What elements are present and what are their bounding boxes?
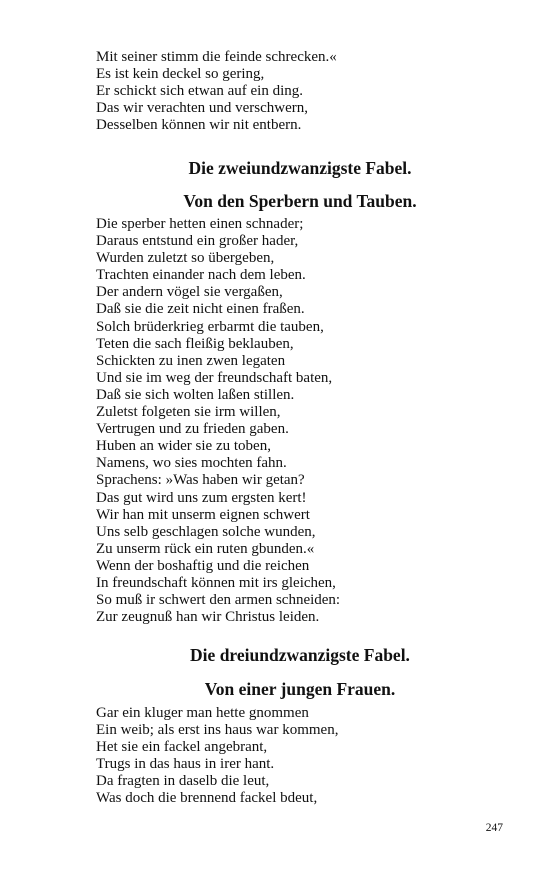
verse-line: Het sie ein fackel angebrant,	[96, 739, 268, 756]
verse-line: Zu unserm rück ein ruten gbunden.«	[96, 540, 315, 557]
verse-line: Da fragten in daselb die leut,	[96, 773, 270, 790]
opening-verse	[96, 49, 496, 134]
verse-line: Es ist kein deckel so gering,	[96, 66, 265, 83]
verse-line: Uns selb geschlagen solche wunden,	[96, 523, 316, 540]
fable-22-subtitle: Von den Sperbern und Tauben.	[183, 191, 417, 211]
verse-line: Mit seiner stimm die feinde schrecken.«	[96, 49, 337, 65]
fable-22-verse	[96, 216, 496, 626]
verse-line: Sprachens: »Was haben wir getan?	[96, 472, 305, 489]
verse-line: So muß ir schwert den armen schneiden:	[96, 592, 341, 609]
verse-line: Solch brüderkrieg erbarmt die tauben,	[96, 318, 324, 335]
verse-line: Huben an wider sie zu toben,	[96, 438, 271, 455]
verse-line: Namens, wo sies mochten fahn.	[96, 455, 287, 472]
verse-line: Daß sie sich wolten laßen stillen.	[96, 386, 295, 403]
verse-line: Wenn der boshaftig und die reichen	[96, 557, 310, 574]
fable-22-title: Die zweiundzwanzigste Fabel.	[188, 158, 412, 178]
verse-line: Ein weib; als erst ins haus war kommen,	[96, 722, 339, 739]
verse-line: Trugs in das haus in irer hant.	[96, 756, 275, 773]
verse-line: Schickten zu inen zwen legaten	[96, 352, 286, 369]
verse-line: Das gut wird uns zum ergsten kert!	[96, 489, 307, 506]
verse-line: Vertrugen und zu frieden gaben.	[96, 421, 289, 438]
page-number: 247	[485, 822, 503, 834]
verse-line: Teten die sach fleißig beklauben,	[96, 335, 294, 352]
verse-line: Wir han mit unserm eignen schwert	[96, 506, 310, 523]
verse-line: Wurden zuletzt so übergeben,	[96, 250, 275, 267]
verse-line: Das wir verachten und verschwern,	[96, 100, 308, 117]
verse-line: Zuletst folgeten sie irm willen,	[96, 404, 281, 421]
verse-line: Trachten einander nach dem leben.	[96, 267, 306, 284]
verse-line: Der andern vögel sie vergaßen,	[96, 284, 283, 301]
fable-23-subtitle: Von einer jungen Frauen.	[204, 679, 396, 699]
verse-line: Die sperber hetten einen schnader;	[96, 216, 304, 232]
verse-line: Daß sie die zeit nicht einen fraßen.	[96, 301, 305, 318]
verse-line: Und sie im weg der freundschaft baten,	[96, 369, 333, 386]
fable-23-verse	[96, 705, 496, 808]
verse-line: Gar ein kluger man hette gnommen	[96, 705, 309, 721]
verse-line: Zur zeugnuß han wir Christus leiden.	[96, 609, 320, 626]
verse-line: Er schickt sich etwan auf ein ding.	[96, 83, 304, 100]
verse-line: Daraus entstund ein großer hader,	[96, 233, 299, 250]
verse-line: In freundschaft können mit irs gleichen,	[96, 574, 336, 591]
fable-23-title: Die dreiundzwanzigste Fabel.	[190, 645, 410, 665]
verse-line: Desselben können wir nit entbern.	[96, 117, 302, 134]
verse-line: Was doch die brennend fackel bdeut,	[96, 790, 318, 807]
